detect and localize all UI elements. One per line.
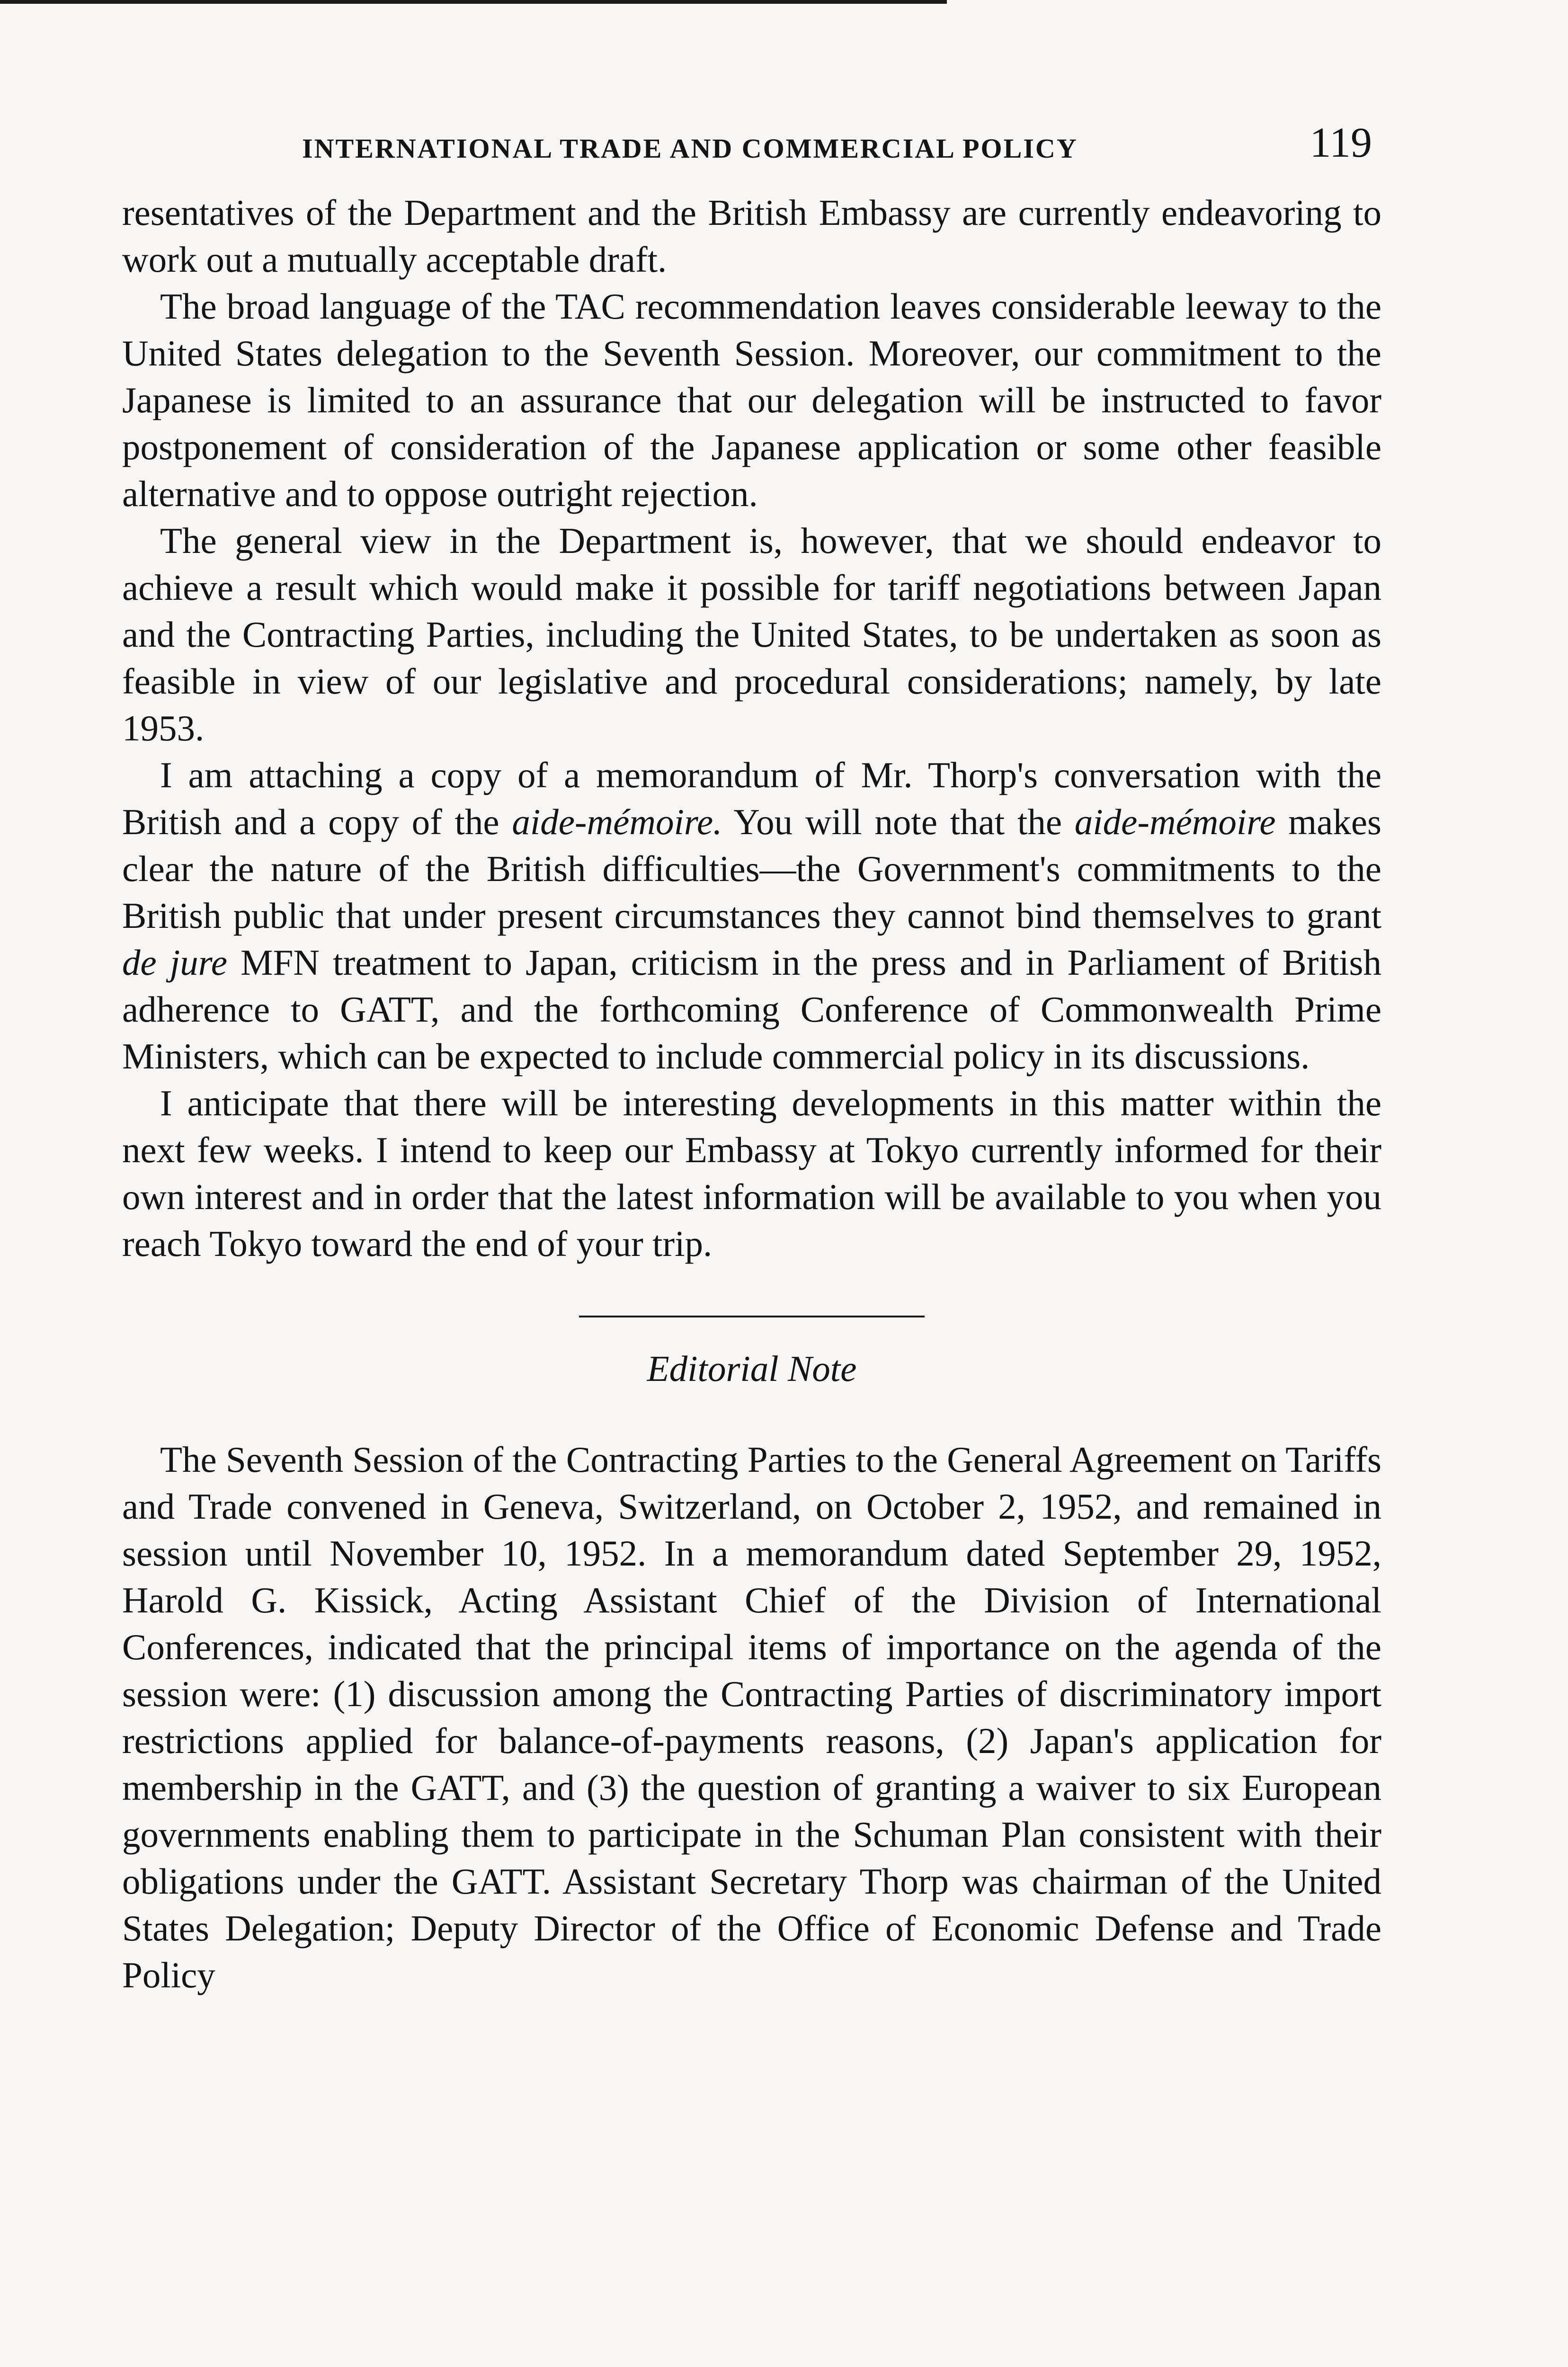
running-head bbox=[122, 118, 1381, 175]
editorial-note-text: The Seventh Session of the Contracting Parties to the General Agreement on Tariffs and Trade convened in Geneva, Switzerland, on October 2, 1952, and remained in session until November 10, 1952. In a memorandum dated September 29, 1952, Harold G. Kissick, Acting Assistant Chief of the Division of International Conferences, indicated that the principal items of importance on the agenda of the session were: (1) discussion among the Contracting Parties of discriminatory import restrictions applied for balance-of-payments reasons, (2) Japan's application for membership in the GATT, and (3) the question of granting a waiver to six European governments enabling them to participate in the Schuman Plan consistent with their obligations under the GATT. Assistant Secretary Thorp was chairman of the United States Delegation; Deputy Director of the Office of Economic Defense and Trade Policy bbox=[122, 1439, 1381, 1995]
text-segment: You will note that the bbox=[722, 801, 1075, 842]
paragraph-department-view: The general view in the Department is, however, that we should endeavor to achieve a result which would make it possible for tariff negotiations between Japan and the Contracting Parties, including the United States, to be undertaken as soon as feasible in view of our legislative and procedural considerations; namely, by late 1953. bbox=[122, 520, 1381, 748]
italic-term: de jure bbox=[122, 942, 227, 983]
paragraph-continuation: resentatives of the Department and the British Embassy are currently endeavoring to work out a mutually acceptable draft. bbox=[122, 192, 1381, 280]
section-divider bbox=[579, 1316, 925, 1317]
italic-term: aide-mémoire. bbox=[512, 801, 722, 842]
paragraph-aide-memoire bbox=[122, 752, 1381, 1080]
text-segment: MFN treatment to Japan, criticism in the press and in Parliament of British adherence to GATT, and the forthcoming Conference of Commonwealth Prime Ministers, which can be expected to include commercial policy in its discussions. bbox=[122, 942, 1381, 1077]
italic-term: aide-mémoire bbox=[1074, 801, 1276, 842]
text-segment: makes clear the nature of the British difficulties—the Government's commitments to the British public that under present circumstances they cannot bind themselves to grant bbox=[122, 801, 1381, 936]
editorial-note-title: Editorial Note bbox=[647, 1348, 857, 1389]
paragraph-anticipation: I anticipate that there will be interesting developments in this matter within the next few weeks. I intend to keep our Embassy at Tokyo currently informed for their own interest and in order that the latest information will be available to you when you reach Tokyo toward the end of your trip. bbox=[122, 1083, 1381, 1264]
document-page bbox=[122, 118, 1381, 1999]
page-number: 119 bbox=[1310, 119, 1372, 166]
running-title: INTERNATIONAL TRADE AND COMMERCIAL POLICY bbox=[302, 133, 1078, 164]
paragraph-tac-recommendation: The broad language of the TAC recommendation leaves considerable leeway to the United States delegation to the Seventh Session. Moreover, our commitment to the Japanese is limited to an assurance that our delegation will be instructed to favor postponement of consideration of the Japanese application or some other feasible alternative and to oppose outright rejection. bbox=[122, 286, 1381, 514]
text-segment: I am attaching a copy of a memorandum of Mr. Thorp's conversation with the British and a copy of the bbox=[122, 755, 1381, 842]
top-edge-rule bbox=[0, 0, 947, 4]
